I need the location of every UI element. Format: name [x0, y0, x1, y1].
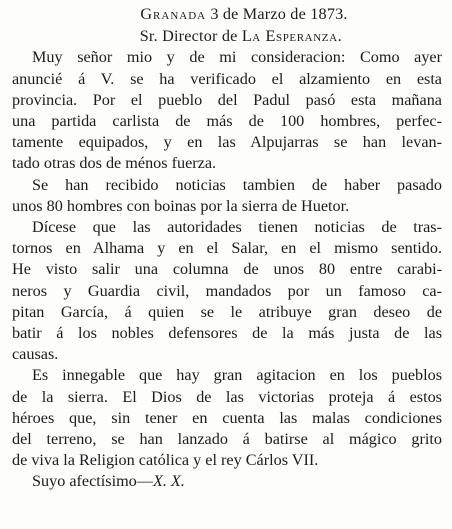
signature-name: X. X.: [152, 472, 185, 491]
article-body: [12, 47, 442, 471]
text-line: Muy señor mio y de mi consideracion: Como ayer: [32, 48, 442, 67]
text-line: del terreno, se han lanzado á batirse al mágico grito: [12, 430, 442, 449]
text-line: provincia. Por el pueblo del Padul pasó esta mañana: [12, 90, 442, 109]
dateline: [12, 4, 442, 25]
text-line: tado otras dos de ménos fuerza.: [12, 154, 217, 173]
dateline-date: 3 de Marzo de 1873.: [210, 5, 348, 23]
text-line: una partida carlista de más de 100 hombres, perfec-: [12, 112, 442, 131]
paragraph: [12, 365, 442, 471]
text-line: Se han recibido noticias tambien de haber pasado: [32, 175, 442, 194]
text-line: neros y Guardia civil, mandados por un famoso ca-: [12, 281, 442, 300]
salutation-prefix: Sr. Director de: [139, 27, 238, 46]
salutation: [12, 26, 442, 47]
signature: [12, 471, 442, 492]
text-line: pitan García, á quien se le atribuye gran deseo de: [12, 302, 442, 321]
text-line: batir á los nobles defensores de la más justa de las: [12, 324, 442, 343]
paragraph: [12, 47, 442, 174]
text-line: He visto salir una columna de unos 80 entre carabi-: [12, 260, 442, 279]
text-line: héroes que, sin tener en cuenta las malas condiciones: [12, 408, 442, 427]
newspaper-name: La Esperanza.: [241, 27, 343, 46]
paragraph: [12, 217, 442, 365]
text-line: causas.: [12, 345, 59, 364]
text-line: de la sierra. El Dios de las victorias proteja á estos: [12, 387, 442, 406]
text-line: tamente equipados, y en las Alpujarras se han levan-: [12, 133, 442, 152]
text-line: tornos en Alhama y en el Salar, en el mismo sentido.: [12, 239, 442, 258]
text-line: Dícese que las autoridades tienen noticias de tras-: [32, 218, 442, 237]
text-line: unos 80 hombres con boinas por la sierra de Huetor.: [12, 196, 350, 215]
signature-prefix: Suyo afectísimo—: [32, 472, 153, 491]
text-line: Es innegable que hay gran agitacion en los pueblos: [32, 366, 442, 385]
paragraph: [12, 175, 442, 217]
dateline-city: Granada: [140, 5, 207, 23]
text-line: de viva la Religion católica y el rey Cárlos VII.: [12, 451, 319, 470]
text-line: anuncié á V. se ha verificado el alzamiento en esta: [12, 69, 442, 88]
